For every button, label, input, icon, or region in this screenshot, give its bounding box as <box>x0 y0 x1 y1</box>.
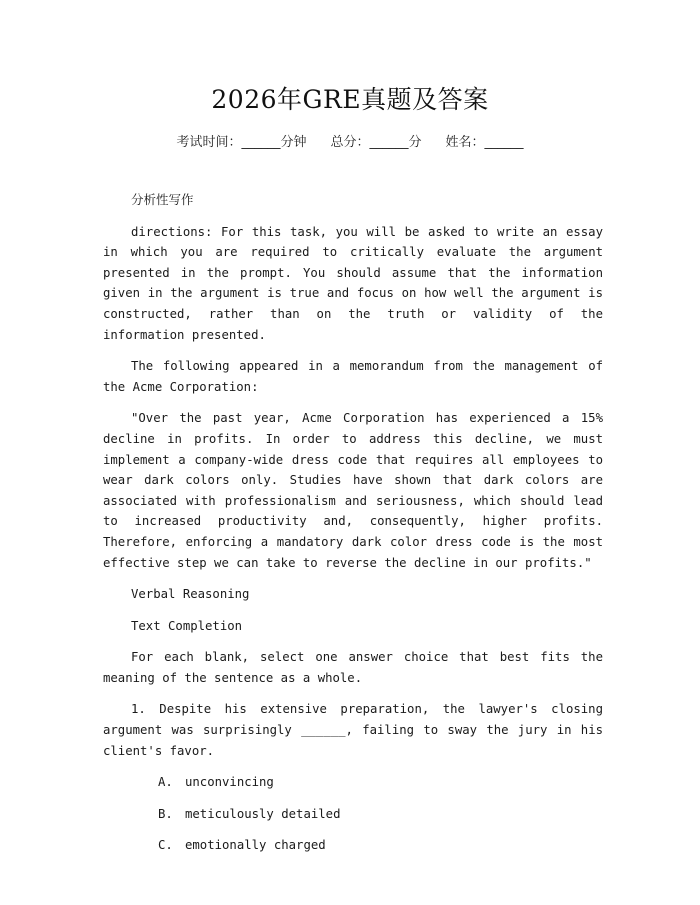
exam-info-line <box>0 131 700 150</box>
answer-option-a[interactable] <box>103 772 603 793</box>
option-text: unconvincing <box>185 775 274 790</box>
total-score-field: 总分：______分 <box>330 135 422 150</box>
option-letter: C. <box>158 838 173 853</box>
answer-option-b[interactable] <box>103 804 603 825</box>
exam-time-field: 考试时间：______分钟 <box>176 135 307 150</box>
document-title: 2026年GRE真题及答案 <box>211 85 489 114</box>
option-letter: B. <box>158 806 173 821</box>
answer-options <box>103 772 603 856</box>
option-text: meticulously detailed <box>185 806 341 821</box>
section-heading-text-completion: Text Completion <box>131 618 243 633</box>
instructions-paragraph: For each blank, select one answer choice that best fits the meaning of the sentence as a whole. <box>103 650 603 685</box>
option-letter: A. <box>158 775 173 790</box>
directions-paragraph: directions: For this task, you will be asked to write an essay in which you are required to critically evaluate the argument presented in the prompt. You should assume that the information given in the argument is true and focus on how well the argument is constructed, rather than on the truth or validity of the information presented. <box>103 224 603 342</box>
memo-intro-paragraph: The following appeared in a memorandum from the management of the Acme Corporation: <box>103 359 603 394</box>
document-body <box>103 190 603 867</box>
option-text: emotionally charged <box>185 838 326 853</box>
question-1: 1. Despite his extensive preparation, the lawyer's closing argument was surprisingly ______, failing to sway the jury in his client's favor. <box>103 702 603 758</box>
answer-option-c[interactable] <box>103 835 603 856</box>
section-heading-verbal-reasoning: Verbal Reasoning <box>131 587 250 602</box>
section-heading-analytical-writing: 分析性写作 <box>131 192 194 207</box>
student-name-field: 姓名：______ <box>445 135 524 150</box>
memo-quote-paragraph: "Over the past year, Acme Corporation has experienced a 15% decline in profits. In order to address this decline, we must implement a company-wide dress code that requires all employees to wear dark colors only. Studies have shown that dark colors are associated with professionalism and seriousness, which should lead to increased productivity and, consequently, higher profits. Therefore, enforcing a mandatory dark color dress code is the most effective step we can take to reverse the decline in our profits." <box>103 411 603 570</box>
